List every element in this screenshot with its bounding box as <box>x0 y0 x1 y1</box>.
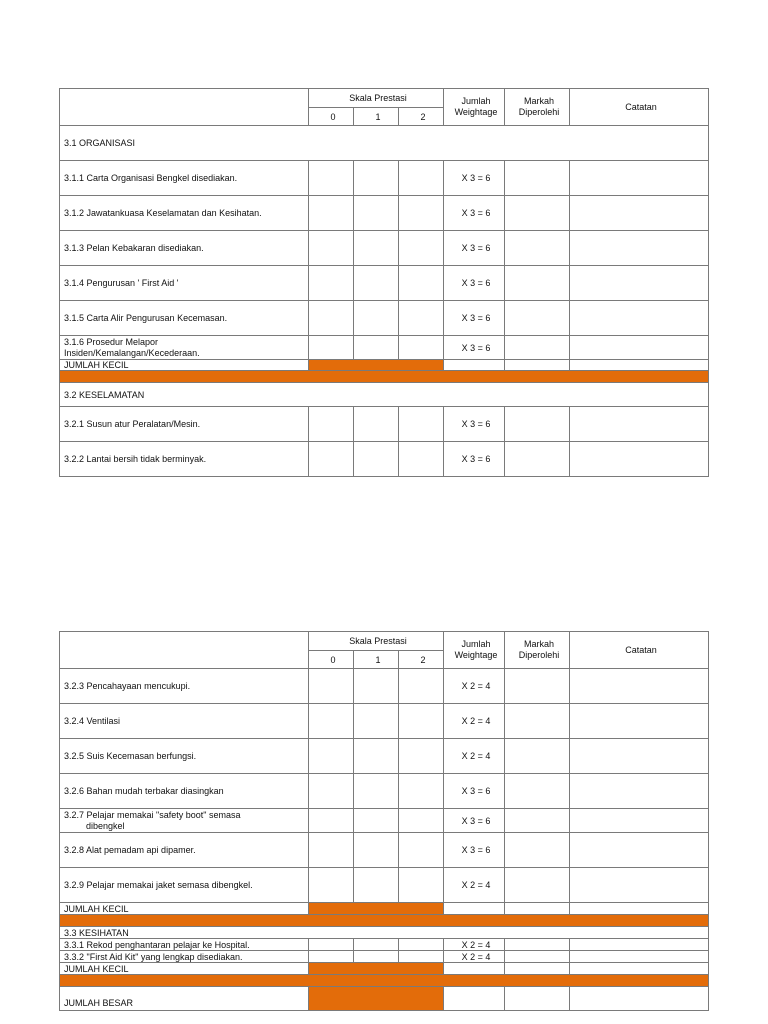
score-cell-1[interactable] <box>354 407 399 442</box>
header-scale-1: 1 <box>354 108 399 126</box>
markah-cell[interactable] <box>505 231 570 266</box>
criteria-label: 3.1.3 Pelan Kebakaran disediakan. <box>60 231 309 266</box>
header-jumlah-weightage: Jumlah Weightage <box>444 632 505 669</box>
score-cell-1[interactable] <box>354 739 399 774</box>
subtotal-markah-cell[interactable] <box>505 903 570 915</box>
score-cell-1[interactable] <box>354 868 399 903</box>
header-blank-cell <box>60 632 309 669</box>
score-cell-0[interactable] <box>309 161 354 196</box>
catatan-cell[interactable] <box>570 868 709 903</box>
table-row <box>60 833 709 868</box>
table-row <box>60 336 709 360</box>
grand-total-markah-cell[interactable] <box>505 987 570 1011</box>
score-cell-2[interactable] <box>399 809 444 833</box>
score-cell-0[interactable] <box>309 939 354 951</box>
score-cell-2[interactable] <box>399 704 444 739</box>
header-catatan: Catatan <box>570 632 709 669</box>
subtotal-row <box>60 360 709 371</box>
markah-cell[interactable] <box>505 739 570 774</box>
grand-total-row <box>60 987 709 1011</box>
jumlah-kecil-label: JUMLAH KECIL <box>60 963 309 975</box>
table-row <box>60 951 709 963</box>
table-row <box>60 774 709 809</box>
markah-cell[interactable] <box>505 704 570 739</box>
jumlah-kecil-label: JUMLAH KECIL <box>60 903 309 915</box>
header-skala-prestasi: Skala Prestasi <box>309 89 444 108</box>
criteria-label: 3.1.4 Pengurusan ' First Aid ' <box>60 266 309 301</box>
score-cell-1[interactable] <box>354 774 399 809</box>
table-row <box>60 809 709 833</box>
score-cell-2[interactable] <box>399 196 444 231</box>
assessment-table-2 <box>59 631 709 1011</box>
subtotal-weightage-cell[interactable] <box>444 903 505 915</box>
catatan-cell[interactable] <box>570 833 709 868</box>
table-row <box>60 266 709 301</box>
table-row <box>60 301 709 336</box>
markah-cell[interactable] <box>505 161 570 196</box>
catatan-cell[interactable] <box>570 407 709 442</box>
catatan-cell[interactable] <box>570 774 709 809</box>
weightage-cell: X 3 = 6 <box>444 774 505 809</box>
score-cell-0[interactable] <box>309 669 354 704</box>
weightage-cell: X 3 = 6 <box>444 301 505 336</box>
markah-cell[interactable] <box>505 774 570 809</box>
weightage-cell: X 3 = 6 <box>444 231 505 266</box>
catatan-cell[interactable] <box>570 669 709 704</box>
header-catatan: Catatan <box>570 89 709 126</box>
score-cell-2[interactable] <box>399 301 444 336</box>
weightage-cell: X 2 = 4 <box>444 939 505 951</box>
subtotal-score-band <box>309 360 444 371</box>
score-cell-2[interactable] <box>399 161 444 196</box>
criteria-label: 3.2.3 Pencahayaan mencukupi. <box>60 669 309 704</box>
score-cell-0[interactable] <box>309 442 354 477</box>
table-row <box>60 442 709 477</box>
weightage-cell: X 3 = 6 <box>444 809 505 833</box>
header-scale-1: 1 <box>354 651 399 669</box>
markah-cell[interactable] <box>505 442 570 477</box>
score-cell-0[interactable] <box>309 809 354 833</box>
score-cell-0[interactable] <box>309 868 354 903</box>
weightage-cell: X 3 = 6 <box>444 196 505 231</box>
grand-total-catatan-cell[interactable] <box>570 987 709 1011</box>
score-cell-0[interactable] <box>309 407 354 442</box>
weightage-cell: X 3 = 6 <box>444 161 505 196</box>
subtotal-weightage-cell[interactable] <box>444 360 505 371</box>
catatan-cell[interactable] <box>570 266 709 301</box>
markah-cell[interactable] <box>505 951 570 963</box>
score-cell-0[interactable] <box>309 951 354 963</box>
score-cell-2[interactable] <box>399 833 444 868</box>
catatan-cell[interactable] <box>570 939 709 951</box>
table-row <box>60 161 709 196</box>
score-cell-2[interactable] <box>399 739 444 774</box>
header-skala-prestasi: Skala Prestasi <box>309 632 444 651</box>
weightage-cell: X 2 = 4 <box>444 951 505 963</box>
score-cell-2[interactable] <box>399 231 444 266</box>
section-title-kesihatan: 3.3 KESIHATAN <box>60 927 709 939</box>
score-cell-0[interactable] <box>309 301 354 336</box>
orange-separator-bar <box>60 371 709 383</box>
score-cell-1[interactable] <box>354 809 399 833</box>
criteria-label: 3.2.1 Susun atur Peralatan/Mesin. <box>60 407 309 442</box>
catatan-cell[interactable] <box>570 301 709 336</box>
score-cell-0[interactable] <box>309 739 354 774</box>
header-blank-cell <box>60 89 309 126</box>
criteria-label: 3.2.9 Pelajar memakai jaket semasa dibengkel. <box>60 868 309 903</box>
weightage-cell: X 2 = 4 <box>444 868 505 903</box>
criteria-label: 3.2.6 Bahan mudah terbakar diasingkan <box>60 774 309 809</box>
markah-cell[interactable] <box>505 669 570 704</box>
orange-separator-bar <box>60 975 709 987</box>
catatan-cell[interactable] <box>570 231 709 266</box>
table-row <box>60 739 709 774</box>
score-cell-2[interactable] <box>399 669 444 704</box>
assessment-table-1 <box>59 88 709 477</box>
score-cell-2[interactable] <box>399 336 444 360</box>
score-cell-1[interactable] <box>354 266 399 301</box>
weightage-cell: X 2 = 4 <box>444 704 505 739</box>
catatan-cell[interactable] <box>570 336 709 360</box>
score-cell-1[interactable] <box>354 231 399 266</box>
table-row <box>60 407 709 442</box>
subtotal-markah-cell[interactable] <box>505 963 570 975</box>
criteria-label: 3.2.5 Suis Kecemasan berfungsi. <box>60 739 309 774</box>
orange-separator-bar <box>60 915 709 927</box>
score-cell-1[interactable] <box>354 336 399 360</box>
markah-cell[interactable] <box>505 833 570 868</box>
criteria-label: 3.1.6 Prosedur Melapor Insiden/Kemalangan/Kecederaan. <box>60 336 309 360</box>
markah-cell[interactable] <box>505 407 570 442</box>
score-cell-0[interactable] <box>309 231 354 266</box>
weightage-cell: X 2 = 4 <box>444 739 505 774</box>
markah-cell[interactable] <box>505 301 570 336</box>
score-cell-1[interactable] <box>354 196 399 231</box>
table-row <box>60 704 709 739</box>
markah-cell[interactable] <box>505 196 570 231</box>
score-cell-1[interactable] <box>354 161 399 196</box>
score-cell-2[interactable] <box>399 939 444 951</box>
score-cell-2[interactable] <box>399 407 444 442</box>
grand-total-weightage-cell[interactable] <box>444 987 505 1011</box>
section-title-keselamatan: 3.2 KESELAMATAN <box>60 383 709 407</box>
header-markah-diperolehi: Markah Diperolehi <box>505 89 570 126</box>
score-cell-1[interactable] <box>354 669 399 704</box>
subtotal-catatan-cell[interactable] <box>570 360 709 371</box>
criteria-label: 3.2.2 Lantai bersih tidak berminyak. <box>60 442 309 477</box>
markah-cell[interactable] <box>505 266 570 301</box>
subtotal-score-band <box>309 903 444 915</box>
score-cell-2[interactable] <box>399 951 444 963</box>
criteria-label: 3.1.5 Carta Alir Pengurusan Kecemasan. <box>60 301 309 336</box>
score-cell-1[interactable] <box>354 704 399 739</box>
grand-total-score-band <box>309 987 444 1011</box>
subtotal-markah-cell[interactable] <box>505 360 570 371</box>
weightage-cell: X 2 = 4 <box>444 669 505 704</box>
table-row <box>60 669 709 704</box>
score-cell-1[interactable] <box>354 301 399 336</box>
criteria-label: 3.2.4 Ventilasi <box>60 704 309 739</box>
score-cell-0[interactable] <box>309 774 354 809</box>
subtotal-catatan-cell[interactable] <box>570 903 709 915</box>
catatan-cell[interactable] <box>570 739 709 774</box>
catatan-cell[interactable] <box>570 196 709 231</box>
table-row <box>60 231 709 266</box>
header-scale-0: 0 <box>309 651 354 669</box>
header-scale-2: 2 <box>399 108 444 126</box>
table-row <box>60 939 709 951</box>
criteria-label: 3.3.2 "First Aid Kit" yang lengkap disediakan. <box>60 951 309 963</box>
weightage-cell: X 3 = 6 <box>444 407 505 442</box>
markah-cell[interactable] <box>505 809 570 833</box>
catatan-cell[interactable] <box>570 951 709 963</box>
header-markah-diperolehi: Markah Diperolehi <box>505 632 570 669</box>
table-row <box>60 868 709 903</box>
criteria-label: 3.1.1 Carta Organisasi Bengkel disediakan. <box>60 161 309 196</box>
weightage-cell: X 3 = 6 <box>444 266 505 301</box>
catatan-cell[interactable] <box>570 809 709 833</box>
criteria-label: 3.2.7 Pelajar memakai "safety boot" semasa dibengkel <box>60 809 309 833</box>
markah-cell[interactable] <box>505 939 570 951</box>
score-cell-2[interactable] <box>399 266 444 301</box>
weightage-cell: X 3 = 6 <box>444 442 505 477</box>
weightage-cell: X 3 = 6 <box>444 833 505 868</box>
score-cell-2[interactable] <box>399 774 444 809</box>
criteria-label: 3.2.8 Alat pemadam api dipamer. <box>60 833 309 868</box>
subtotal-row <box>60 903 709 915</box>
score-cell-1[interactable] <box>354 939 399 951</box>
subtotal-weightage-cell[interactable] <box>444 963 505 975</box>
section-title-organisasi: 3.1 ORGANISASI <box>60 126 709 161</box>
subtotal-score-band <box>309 963 444 975</box>
subtotal-catatan-cell[interactable] <box>570 963 709 975</box>
markah-cell[interactable] <box>505 868 570 903</box>
jumlah-kecil-label: JUMLAH KECIL <box>60 360 309 371</box>
score-cell-0[interactable] <box>309 833 354 868</box>
header-jumlah-weightage: Jumlah Weightage <box>444 89 505 126</box>
score-cell-1[interactable] <box>354 951 399 963</box>
catatan-cell[interactable] <box>570 704 709 739</box>
score-cell-2[interactable] <box>399 868 444 903</box>
catatan-cell[interactable] <box>570 161 709 196</box>
score-cell-0[interactable] <box>309 196 354 231</box>
table-row <box>60 196 709 231</box>
markah-cell[interactable] <box>505 336 570 360</box>
catatan-cell[interactable] <box>570 442 709 477</box>
score-cell-0[interactable] <box>309 336 354 360</box>
score-cell-1[interactable] <box>354 442 399 477</box>
header-scale-0: 0 <box>309 108 354 126</box>
score-cell-2[interactable] <box>399 442 444 477</box>
jumlah-besar-label: JUMLAH BESAR <box>60 987 309 1011</box>
score-cell-0[interactable] <box>309 266 354 301</box>
weightage-cell: X 3 = 6 <box>444 336 505 360</box>
score-cell-1[interactable] <box>354 833 399 868</box>
criteria-label: 3.1.2 Jawatankuasa Keselamatan dan Kesihatan. <box>60 196 309 231</box>
score-cell-0[interactable] <box>309 704 354 739</box>
subtotal-row <box>60 963 709 975</box>
criteria-label: 3.3.1 Rekod penghantaran pelajar ke Hospital. <box>60 939 309 951</box>
header-scale-2: 2 <box>399 651 444 669</box>
